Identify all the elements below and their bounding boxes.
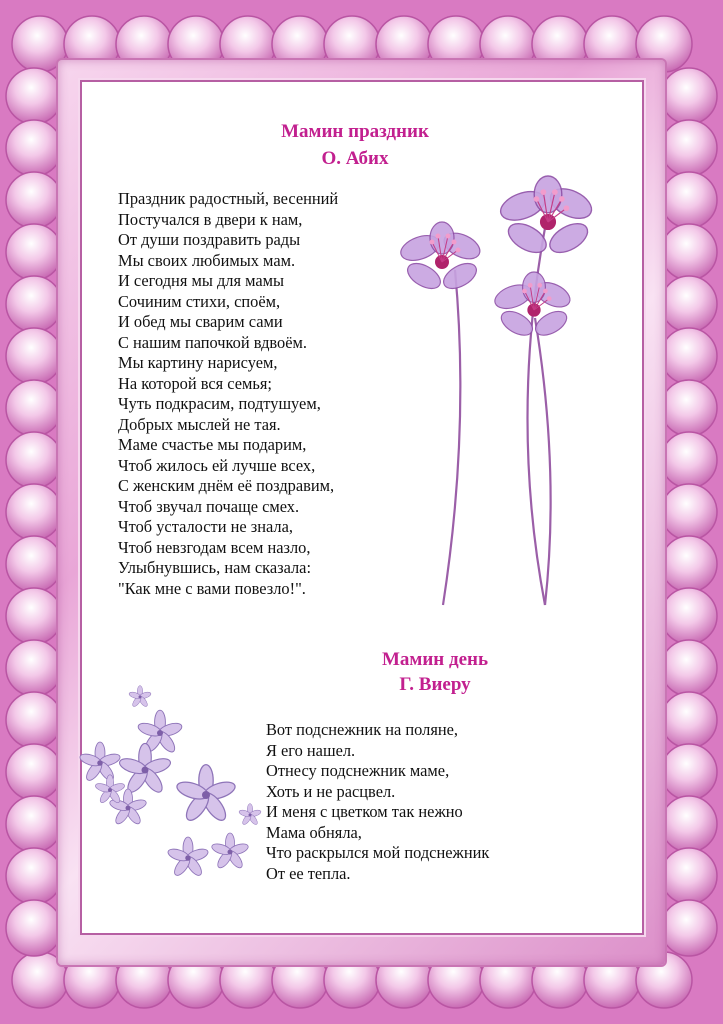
small-flower: [238, 804, 261, 826]
poem1-line: Маме счастье мы подарим,: [118, 435, 307, 454]
poem1-title: Мамин праздник: [281, 121, 429, 142]
poem1-line: От души поздравить рады: [118, 230, 301, 249]
poem1-line: С нашим папочкой вдвоём.: [118, 332, 307, 352]
small-flower: [118, 743, 172, 795]
poem1-line: Чтоб жилось ей лучше всех,: [118, 455, 316, 475]
poem1-line: И обед мы сварим сами: [118, 312, 283, 331]
poem1-line: Чтоб невзгодам всем назло,: [118, 537, 311, 557]
poem2-line: От ее тепла.: [266, 863, 351, 883]
poem1-line: Чтоб звучал почаще смех.: [118, 496, 300, 516]
poem1-line: Сочиним стихи, споём,: [118, 291, 281, 311]
small-flower: [167, 837, 210, 878]
poem2-line: Вот подснежник на поляне,: [266, 720, 459, 739]
poem1-line: И сегодня мы для мамы: [118, 271, 285, 290]
poem1-line: Праздник радостный, весенний: [118, 189, 339, 208]
poem1-line: "Как мне с вами повезло!".: [118, 578, 306, 598]
poem2-line: Мама обняла,: [266, 822, 362, 842]
poem2-author: Г. Виеру: [399, 674, 471, 695]
poem1-line: Чтоб усталости не знала,: [118, 517, 293, 536]
poem1-line: С женским днём её поздравим,: [118, 476, 335, 495]
poem1-line: Мы своих любимых мам.: [118, 250, 296, 270]
small-flower: [94, 775, 125, 805]
poem1-line: На которой вся семья;: [118, 373, 272, 393]
poem2-line: И меня с цветком так нежно: [266, 802, 463, 821]
poem1-line: Мы картину нарисуем,: [118, 353, 278, 372]
poem2-line: Отнесу подснежник маме,: [266, 761, 450, 780]
poem1-line: Постучался в двери к нам,: [118, 209, 303, 229]
small-flower: [211, 833, 250, 870]
poem1-lines: [118, 189, 338, 599]
poem2-lines: [266, 720, 489, 884]
poem1-author: О. Абих: [321, 148, 389, 169]
small-flower: [175, 765, 237, 824]
poem2-title: Мамин день: [381, 649, 489, 670]
poem2-line: Что раскрылся мой подснежник: [266, 843, 490, 862]
small-flower: [79, 742, 122, 783]
poem1-line: Улыбнувшись, нам сказала:: [118, 558, 312, 577]
poem2-line: Хоть и не расцвел.: [266, 781, 396, 801]
poem2-line: Я его нашел.: [266, 740, 356, 760]
poem1-line: Чуть подкрасим, подтушуем,: [118, 394, 321, 413]
poem1-line: Добрых мыслей не тая.: [118, 414, 281, 434]
small-flower: [128, 686, 151, 708]
